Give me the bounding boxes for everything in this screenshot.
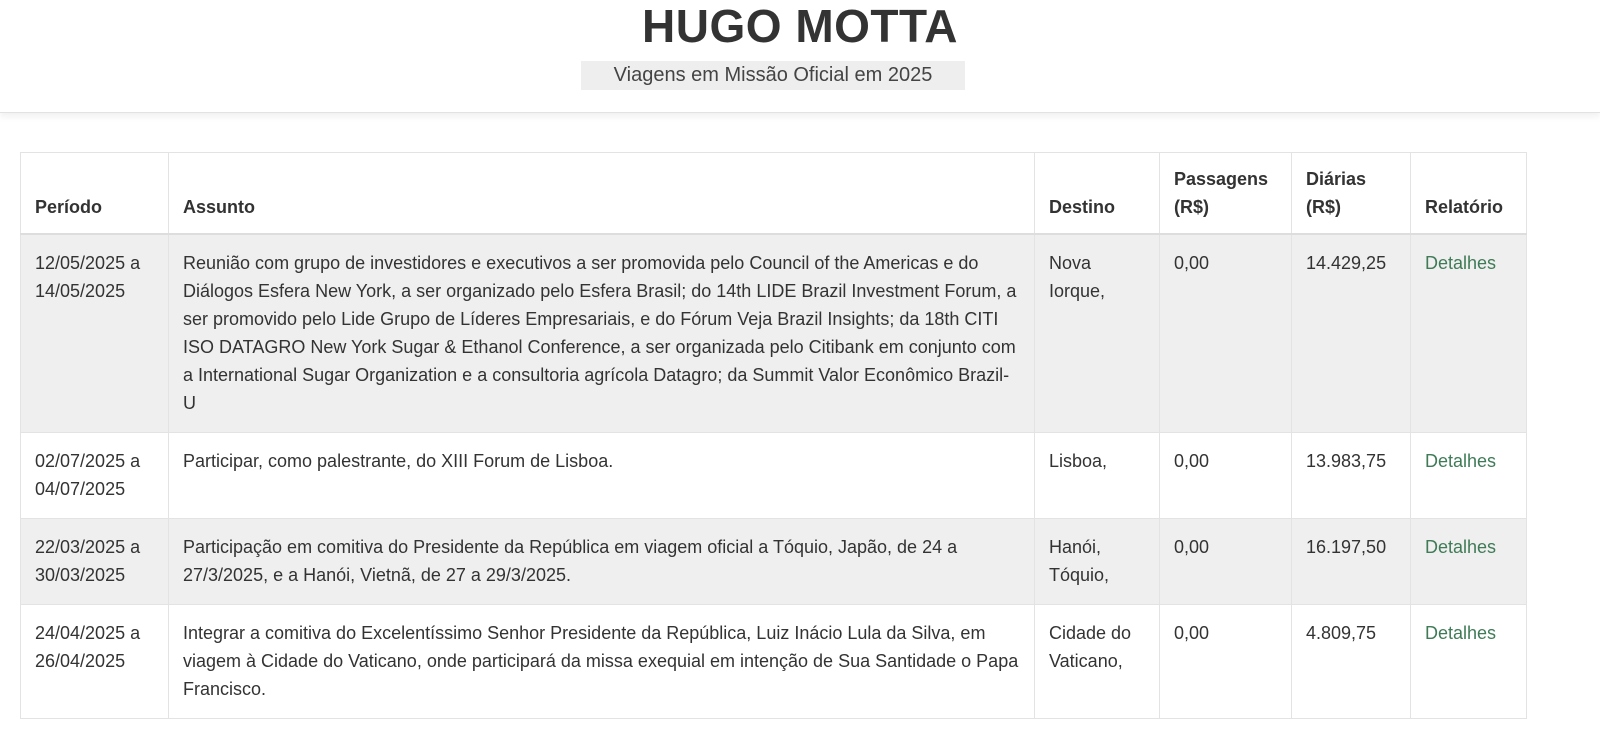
cell-passagens: 0,00 <box>1160 605 1292 719</box>
cell-relatorio <box>1411 519 1527 605</box>
periodo-start: 24/04/2025 a <box>35 623 141 643</box>
cell-diarias: 13.983,75 <box>1292 433 1411 519</box>
header-relatorio: Relatório <box>1411 153 1527 235</box>
page-subtitle: Viagens em Missão Oficial em 2025 <box>581 61 965 90</box>
cell-periodo <box>21 519 169 605</box>
cell-periodo <box>21 433 169 519</box>
header-diarias: Diárias (R$) <box>1292 153 1411 235</box>
periodo-end: 14/05/2025 <box>35 281 126 301</box>
header-periodo: Período <box>21 153 169 235</box>
table-row <box>21 433 1527 519</box>
cell-periodo <box>21 234 169 433</box>
cell-diarias: 4.809,75 <box>1292 605 1411 719</box>
periodo-end: 04/07/2025 <box>35 479 126 499</box>
cell-diarias: 16.197,50 <box>1292 519 1411 605</box>
header-passagens: Passagens (R$) <box>1160 153 1292 235</box>
cell-diarias: 14.429,25 <box>1292 234 1411 433</box>
cell-assunto: Integrar a comitiva do Excelentíssimo Senhor Presidente da República, Luiz Inácio Lula da Silva, em viagem à Cidade do Vaticano, onde participará da missa exequial em intenção de Sua Santidade o Papa Francisco. <box>169 605 1035 719</box>
periodo-start: 12/05/2025 a <box>35 253 141 273</box>
periodo-start: 22/03/2025 a <box>35 537 141 557</box>
cell-destino: Hanói, Tóquio, <box>1035 519 1160 605</box>
table-header <box>21 153 1527 235</box>
detalhes-link[interactable]: Detalhes <box>1425 451 1497 471</box>
travel-table <box>20 152 1527 719</box>
table-row <box>21 605 1527 719</box>
periodo-end: 30/03/2025 <box>35 565 126 585</box>
cell-relatorio <box>1411 234 1527 433</box>
detalhes-link[interactable]: Detalhes <box>1425 623 1497 643</box>
cell-destino: Cidade do Vaticano, <box>1035 605 1160 719</box>
table-body <box>21 234 1527 719</box>
cell-assunto: Participar, como palestrante, do XIII Forum de Lisboa. <box>169 433 1035 519</box>
cell-passagens: 0,00 <box>1160 433 1292 519</box>
cell-assunto: Participação em comitiva do Presidente da República em viagem oficial a Tóquio, Japão, de 24 a 27/3/2025, e a Hanói, Vietnã, de 27 a 29/3/2025. <box>169 519 1035 605</box>
travel-table-container <box>20 152 1527 719</box>
cell-passagens: 0,00 <box>1160 234 1292 433</box>
cell-periodo <box>21 605 169 719</box>
table-header-row <box>21 153 1527 235</box>
table-row <box>21 519 1527 605</box>
cell-assunto: Reunião com grupo de investidores e executivos a ser promovida pelo Council of the Americas e do Diálogos Esfera New York, a ser organizado pelo Esfera Brasil; do 14th LIDE Brazil Investment Forum, a ser promovido pelo Lide Grupo de Líderes Empresariais, e do Fórum Veja Brazil Insights; da 18th CITI ISO DATAGRO New York Sugar & Ethanol Conference, a ser organizada pelo Citibank em conjunto com a International Sugar Organization e a consultoria agrícola Datagro; da Summit Valor Econômico Brazil-U <box>169 234 1035 433</box>
page-title: HUGO MOTTA <box>642 0 958 52</box>
cell-relatorio <box>1411 433 1527 519</box>
periodo-start: 02/07/2025 a <box>35 451 141 471</box>
detalhes-link[interactable]: Detalhes <box>1425 537 1497 557</box>
cell-passagens: 0,00 <box>1160 519 1292 605</box>
cell-destino: Nova Iorque, <box>1035 234 1160 433</box>
periodo-end: 26/04/2025 <box>35 651 126 671</box>
header-destino: Destino <box>1035 153 1160 235</box>
cell-relatorio <box>1411 605 1527 719</box>
table-row <box>21 234 1527 433</box>
header-assunto: Assunto <box>169 153 1035 235</box>
cell-destino: Lisboa, <box>1035 433 1160 519</box>
detalhes-link[interactable]: Detalhes <box>1425 253 1497 273</box>
page-header <box>0 0 1600 113</box>
